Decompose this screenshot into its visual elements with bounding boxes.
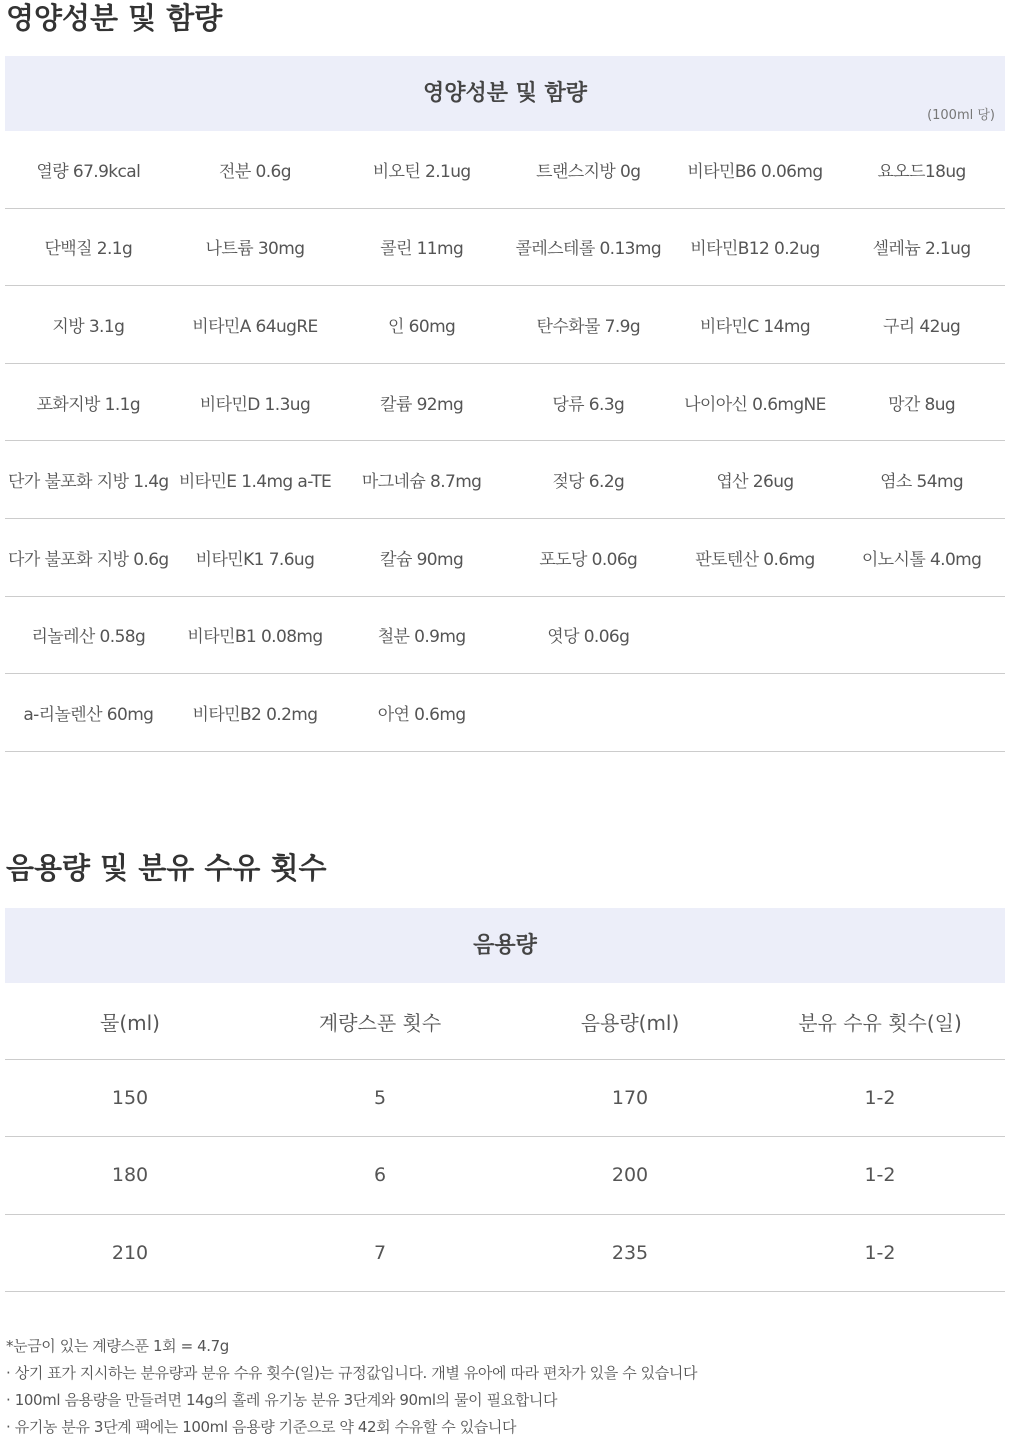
nutrient-cell: 열량 67.9kcal xyxy=(36,161,141,182)
table-row xyxy=(5,286,1005,364)
table-row xyxy=(5,209,1005,287)
nutrient-cell: 트랜스지방 0g xyxy=(536,161,641,182)
nutrient-cell: 요오드18ug xyxy=(877,161,966,182)
nutrient-cell: 망간 8ug xyxy=(888,394,956,415)
dosage-column-headers xyxy=(5,983,1005,1060)
column-header: 분유 수유 횟수(일) xyxy=(798,1010,962,1035)
nutrient-cell: 판토텐산 0.6mg xyxy=(695,549,815,570)
nutrition-table xyxy=(5,56,1005,752)
table-row xyxy=(5,441,1005,519)
nutrient-cell: a-리놀렌산 60mg xyxy=(23,704,154,725)
column-header: 물(ml) xyxy=(100,1010,160,1035)
nutrient-cell: 포화지방 1.1g xyxy=(36,394,141,415)
nutrient-cell: 당류 6.3g xyxy=(552,394,625,415)
nutrient-cell: 이노시톨 4.0mg xyxy=(861,549,982,570)
nutrient-cell: 리놀레산 0.58g xyxy=(31,627,146,648)
nutrient-cell: 젖당 6.2g xyxy=(552,472,625,493)
table-row xyxy=(5,1215,1005,1292)
note-line: · 유기농 분유 3단계 팩에는 100ml 음용량 기준으로 약 42회 수유할 수 있습니다 xyxy=(6,1418,517,1436)
nutrient-cell: 포도당 0.06g xyxy=(539,549,638,570)
dosage-cell: 180 xyxy=(111,1164,149,1187)
notes xyxy=(6,1333,1006,1441)
table-row xyxy=(5,131,1005,209)
nutrient-cell: 셀레늄 2.1ug xyxy=(872,239,971,260)
nutrient-cell: 비타민D 1.3ug xyxy=(199,394,311,415)
table-row xyxy=(5,1137,1005,1214)
nutrient-cell: 비타민B2 0.2mg xyxy=(192,704,318,725)
dosage-cell: 7 xyxy=(373,1241,387,1264)
dosage-cell: 6 xyxy=(373,1164,387,1187)
nutrient-cell: 콜레스테롤 0.13mg xyxy=(515,239,662,260)
nutrient-cell: 비타민C 14mg xyxy=(699,316,811,337)
dosage-cell: 200 xyxy=(611,1164,649,1187)
nutrient-cell: 탄수화물 7.9g xyxy=(536,316,641,337)
dosage-cell: 150 xyxy=(111,1087,149,1110)
nutrient-cell: 비타민B1 0.08mg xyxy=(187,627,323,648)
table-row xyxy=(5,519,1005,597)
dosage-cell: 210 xyxy=(111,1241,149,1264)
nutrient-cell: 구리 42ug xyxy=(882,316,961,337)
table-row xyxy=(5,364,1005,442)
dosage-section-title: 음용량 및 분유 수유 횟수 xyxy=(6,851,327,885)
dosage-table-title: 음용량 xyxy=(473,933,537,958)
nutrient-cell: 나트륨 30mg xyxy=(205,239,305,260)
nutrient-cell: 비타민A 64ugRE xyxy=(192,316,318,337)
nutrient-cell: 비타민K1 7.6ug xyxy=(195,549,315,570)
nutrient-cell: 마그네슘 8.7mg xyxy=(361,472,482,493)
dosage-table xyxy=(5,908,1005,1292)
dosage-cell: 1-2 xyxy=(864,1241,896,1264)
note-line: · 100ml 음용량을 만들려면 14g의 홀레 유기농 분유 3단계와 90ml의 물이 필요합니다 xyxy=(6,1391,558,1409)
dosage-cell: 5 xyxy=(373,1087,387,1110)
note-line: · 상기 표가 지시하는 분유량과 분유 수유 횟수(일)는 규정값입니다. 개별 유아에 따라 편차가 있을 수 있습니다 xyxy=(6,1364,698,1382)
table-row xyxy=(5,1060,1005,1137)
dosage-table-header xyxy=(5,908,1005,983)
nutrition-section-title: 영양성분 및 함량 xyxy=(6,1,223,35)
nutrient-cell: 전분 0.6g xyxy=(219,161,291,182)
nutrient-cell: 칼슘 90mg xyxy=(380,549,464,570)
unit-label: (100ml 당) xyxy=(927,108,995,123)
nutrition-table-header xyxy=(5,56,1005,131)
nutrient-cell: 칼륨 92mg xyxy=(380,394,464,415)
dosage-cell: 1-2 xyxy=(864,1087,896,1110)
nutrient-cell: 비타민E 1.4mg a-TE xyxy=(178,472,332,493)
dosage-cell: 235 xyxy=(611,1241,649,1264)
note-line: *눈금이 있는 계량스푼 1회 = 4.7g xyxy=(6,1337,229,1355)
nutrient-cell: 비타민B12 0.2ug xyxy=(690,239,820,260)
nutrient-cell: 콜린 11mg xyxy=(380,239,464,260)
dosage-cell: 1-2 xyxy=(864,1164,896,1187)
nutrient-cell: 나이아신 0.6mgNE xyxy=(684,394,826,415)
nutrient-cell: 단가 불포화 지방 1.4g xyxy=(8,472,169,493)
column-header: 음용량(ml) xyxy=(580,1010,680,1035)
nutrient-cell: 지방 3.1g xyxy=(52,316,125,337)
nutrient-cell: 엿당 0.06g xyxy=(547,627,630,648)
nutrient-cell: 단백질 2.1g xyxy=(44,239,133,260)
nutrient-cell: 철분 0.9mg xyxy=(377,627,466,648)
nutrient-cell: 아연 0.6mg xyxy=(377,704,466,725)
table-row xyxy=(5,674,1005,752)
nutrient-cell: 엽산 26ug xyxy=(716,472,794,493)
dosage-cell: 170 xyxy=(611,1087,649,1110)
nutrient-cell: 다가 불포화 지방 0.6g xyxy=(8,549,169,570)
nutrient-cell: 비오틴 2.1ug xyxy=(372,161,471,182)
nutrient-cell: 인 60mg xyxy=(388,316,456,337)
nutrient-cell: 비타민B6 0.06mg xyxy=(687,161,823,182)
column-header: 계량스푼 횟수 xyxy=(318,1010,442,1035)
table-row xyxy=(5,597,1005,675)
nutrient-cell: 염소 54mg xyxy=(880,472,964,493)
nutrition-table-title: 영양성분 및 함량 xyxy=(422,81,588,106)
